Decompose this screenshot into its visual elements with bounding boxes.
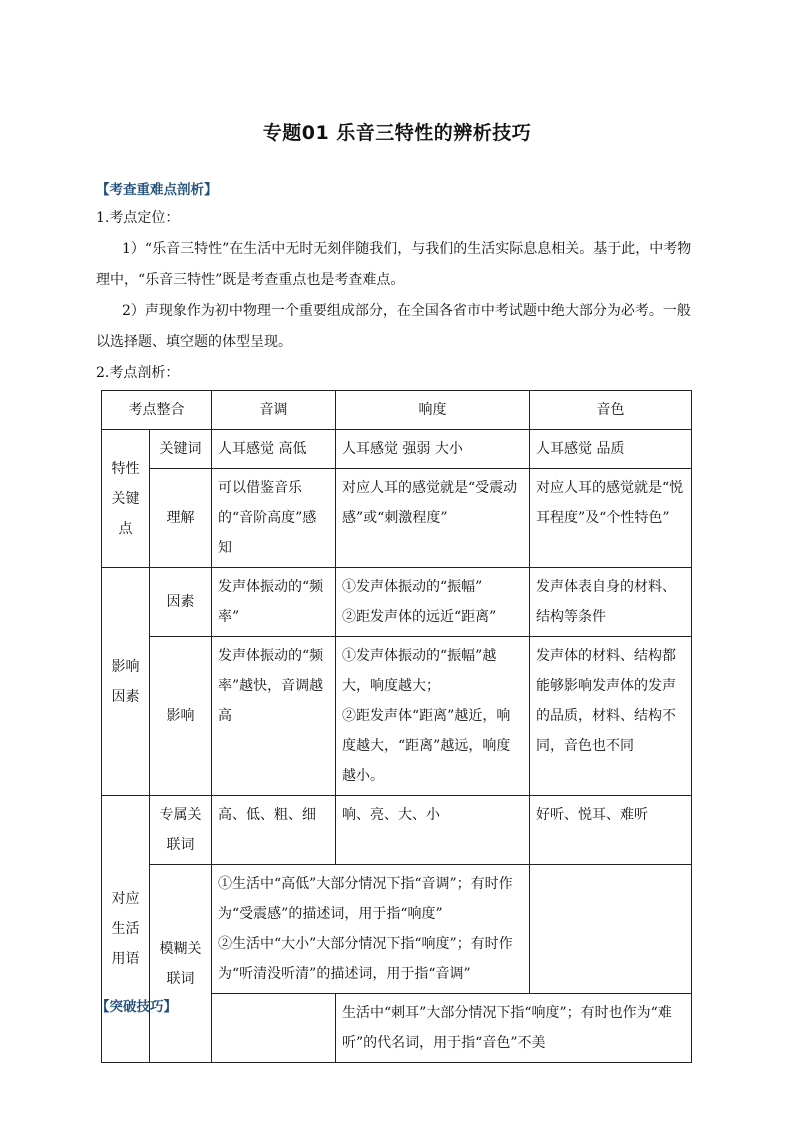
- table-cell: 生活中“刺耳”大部分情况下指“响度”；有时也作为“难听”的代名词，用于指“音色”不美: [336, 994, 692, 1063]
- page-title: 专题01 乐音三特性的辨析技巧: [262, 122, 532, 144]
- cell-line: ①生活中“高低”大部分情况下指“音调”；有时作为“受震感”的描述词，用于指“响度”: [218, 876, 513, 922]
- analysis-table: [101, 390, 692, 1063]
- table-header-row: [102, 391, 692, 430]
- table-cell: 对应人耳的感觉就是“悦耳程度”及“个性特色”: [530, 469, 692, 568]
- table-cell: [336, 637, 530, 796]
- cell-line: ①发声体振动的“振幅”: [342, 579, 483, 595]
- paragraph-2: 2）声现象作为初中物理一个重要组成部分，在全国各省市中考试题中绝大部分为必考。一般以选择题、填空题的体型呈现。: [96, 303, 691, 350]
- table-row: [102, 637, 692, 796]
- table-cell: 发声体振动的“频率”: [212, 568, 336, 637]
- group-label-features: 特性关键点: [102, 430, 150, 568]
- table-cell: 人耳感觉 高低: [212, 430, 336, 469]
- row-label-factor: 因素: [150, 568, 212, 637]
- table-row: [102, 568, 692, 637]
- table-cell: 响、亮、大、小: [336, 796, 530, 865]
- table-cell: 可以借鉴音乐的“音阶高度”感知: [212, 469, 336, 568]
- table-cell: [336, 568, 530, 637]
- table-row: [102, 865, 692, 994]
- cell-line: ①发声体振动的“振幅”越大，响度越大；: [342, 648, 497, 694]
- row-label-keyword: 关键词: [150, 430, 212, 469]
- table-row: [102, 796, 692, 865]
- cell-line: ②距发声体“距离”越近，响度越大，“距离”越远，响度越小。: [342, 708, 511, 784]
- header-cell: 音调: [212, 391, 336, 430]
- row-label-influence: 影响: [150, 637, 212, 796]
- header-cell: 音色: [530, 391, 692, 430]
- paragraph-1: 1）“乐音三特性”在生活中无时无刻伴随我们，与我们的生活实际息息相关。基于此，中考物理中，“乐音三特性”既是考查重点也是考查难点。: [96, 241, 692, 288]
- table-cell: 高、低、粗、细: [212, 796, 336, 865]
- group-label-life: 对应生活用语: [102, 796, 150, 1063]
- table-cell: 发声体的材料、结构都能够影响发声体的发声的品质，材料、结构不同，音色也不同: [530, 637, 692, 796]
- cell-line: ②距发声体的远近“距离”: [342, 609, 497, 625]
- header-cell: 考点整合: [102, 391, 212, 430]
- header-cell: 响度: [336, 391, 530, 430]
- group-label-factors: 影响因素: [102, 568, 150, 796]
- table-cell: [212, 865, 530, 994]
- empty-cell: [212, 994, 336, 1063]
- table-cell: 人耳感觉 品质: [530, 430, 692, 469]
- row-label-understand: 理解: [150, 469, 212, 568]
- table-cell: 发声体振动的“频率”越快，音调越高: [212, 637, 336, 796]
- table-row: [102, 469, 692, 568]
- row-label-exclusive: 专属关联词: [150, 796, 212, 865]
- empty-cell: [530, 865, 692, 994]
- section-heading-analysis: 【考查重难点剖析】: [96, 182, 218, 198]
- table-cell: 人耳感觉 强弱 大小: [336, 430, 530, 469]
- section-heading-techniques: 【突破技巧】: [96, 999, 177, 1015]
- table-cell: 发声体表自身的材料、结构等条件: [530, 568, 692, 637]
- table-cell: 对应人耳的感觉就是“受震动感”或“刺激程度”: [336, 469, 530, 568]
- table-cell: 好听、悦耳、难听: [530, 796, 692, 865]
- point-location-heading: 1.考点定位：: [96, 210, 180, 226]
- table-row: [102, 430, 692, 469]
- point-analysis-heading: 2.考点剖析：: [96, 365, 180, 381]
- cell-line: ②生活中“大小”大部分情况下指“响度”；有时作为“听清没听清”的描述词，用于指“音调”: [218, 936, 513, 982]
- row-label-fuzzy: 模糊关联词: [150, 865, 212, 1063]
